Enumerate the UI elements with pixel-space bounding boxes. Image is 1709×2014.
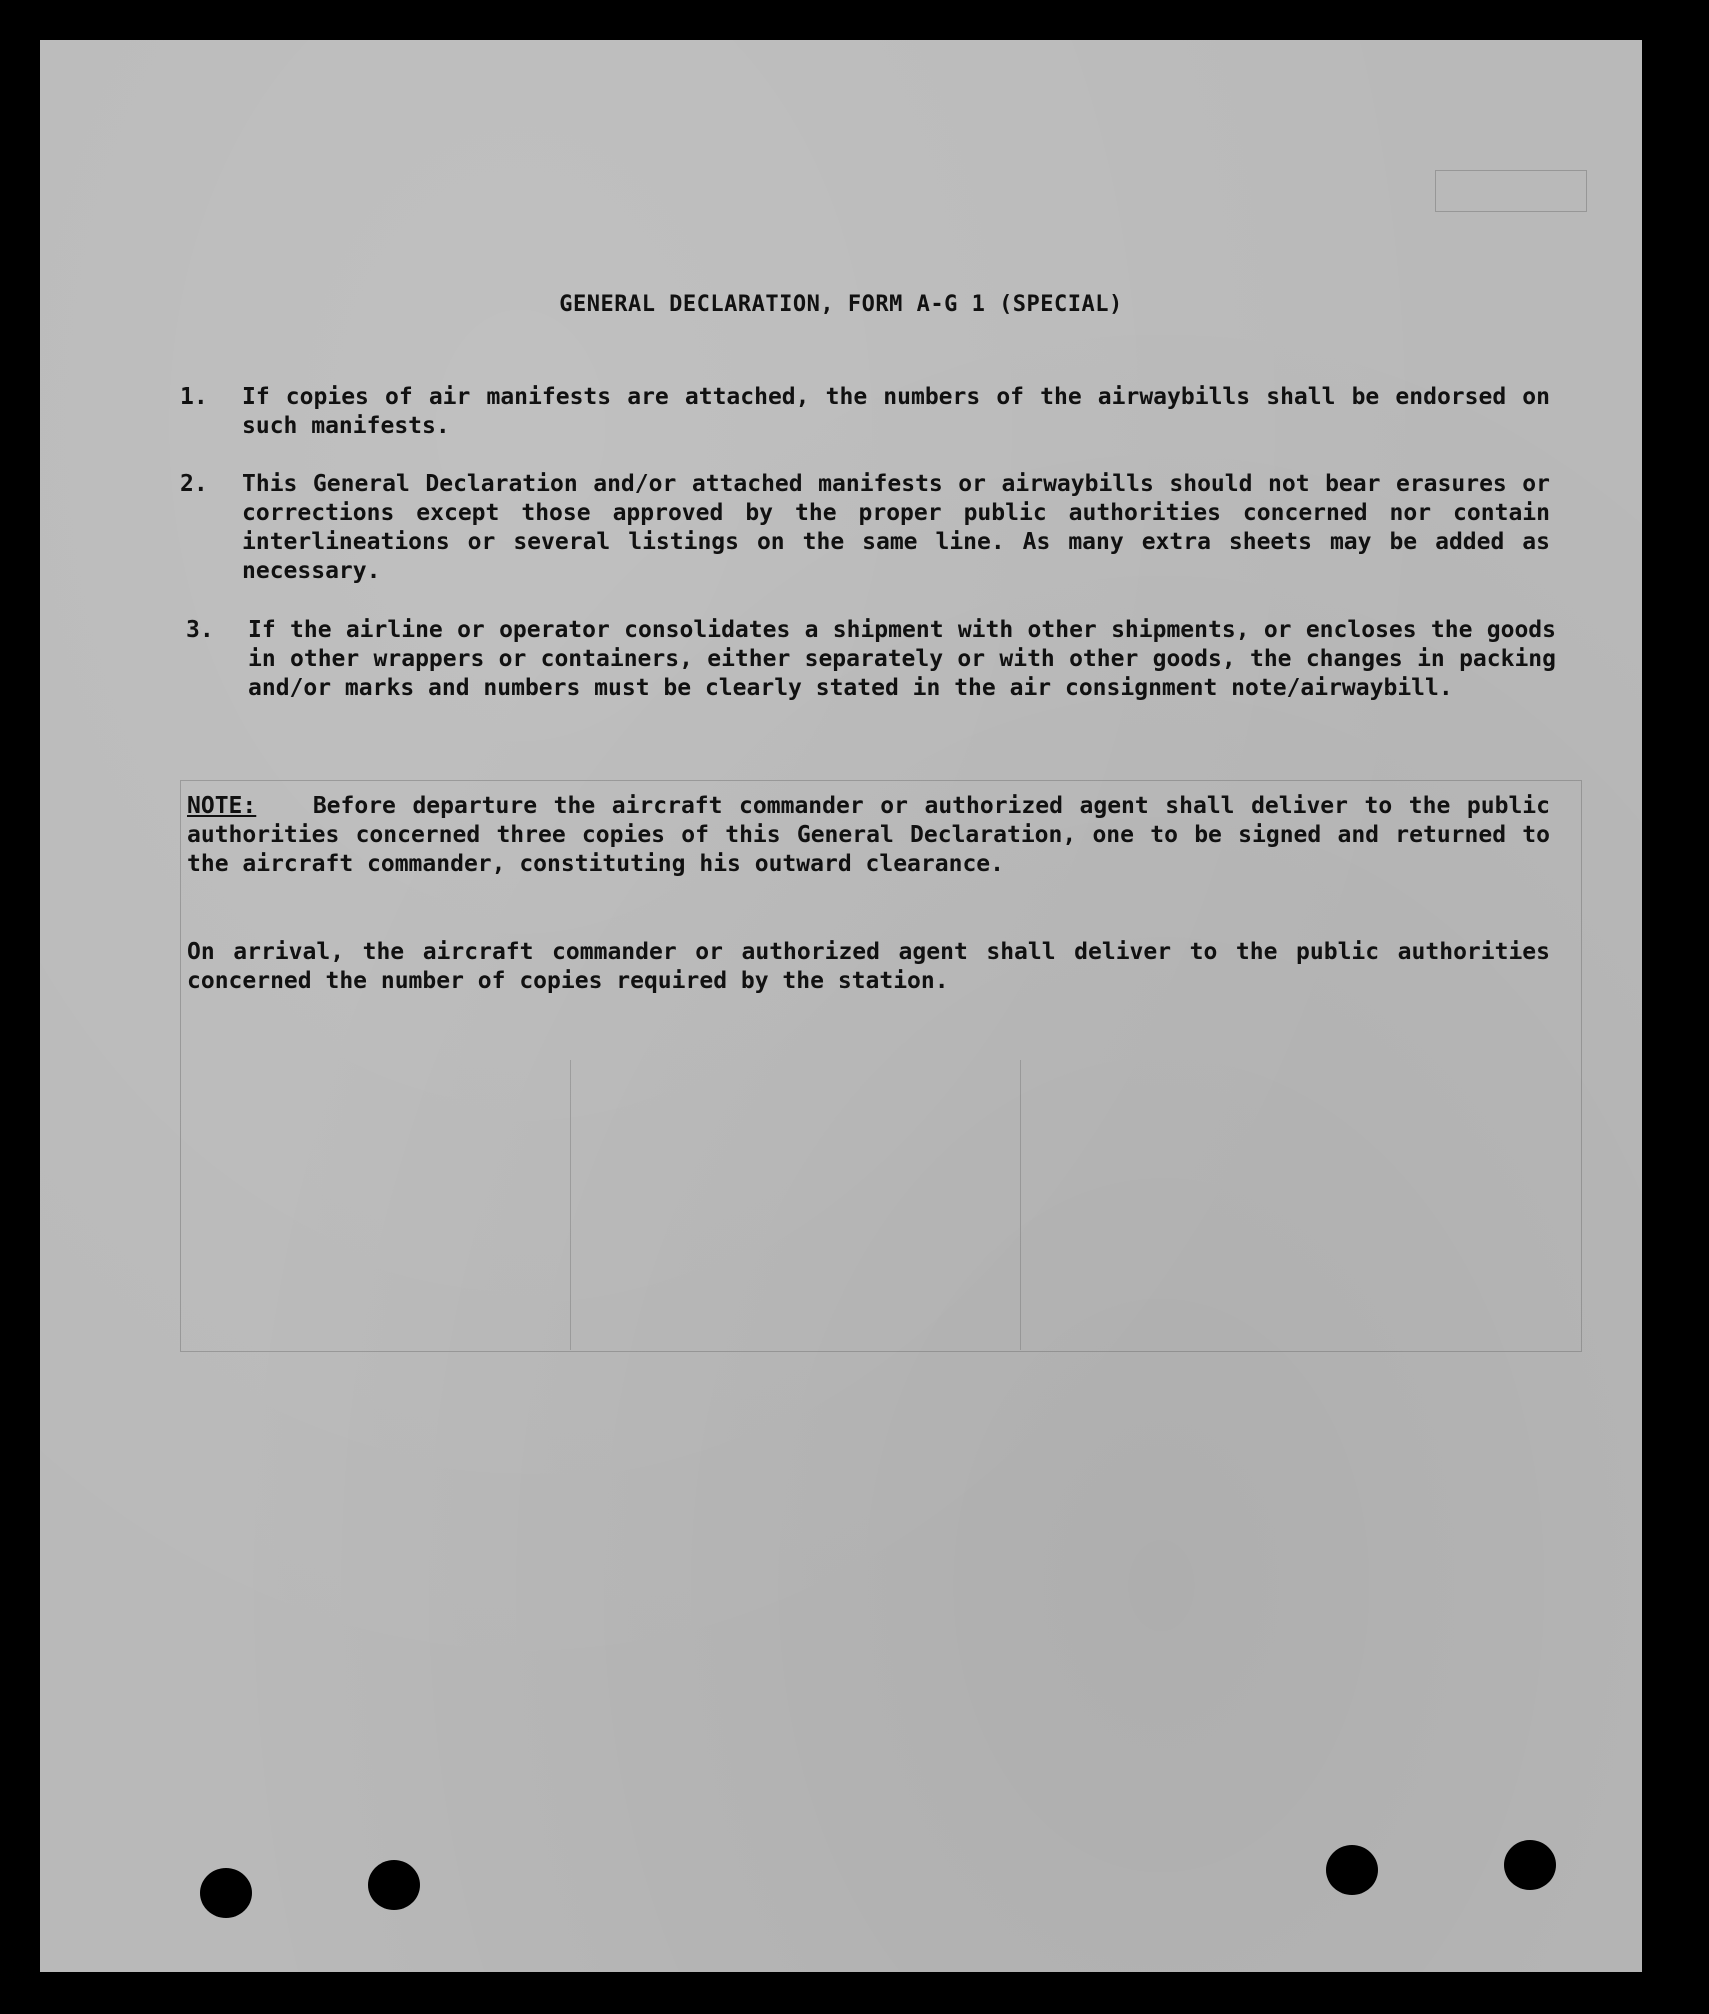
note-text: Before departure the aircraft commander or authorized agent shall deliver to the public authorities concerned three copies of this General Declaration, one to be signed and returned to the aircraft commander, constituting his outward clearance. [187,793,1550,877]
bleed-through-rule [1020,1060,1021,1350]
item-text: This General Declaration and/or attached manifests or airwaybills should not bear erasures or corrections except those approved by the proper public authorities concerned nor contain interlineations or several listings on the same line. As many extra sheets may be added as necessary. [242,471,1550,584]
item-text: If the airline or operator consolidates a shipment with other shipments, or encloses the goods in other wrappers or containers, either separately or with other goods, the changes in packing and/or marks and numbers must be clearly stated in the air consignment note/airwaybill. [248,617,1556,701]
punch-hole [1504,1840,1556,1890]
note-paragraph [187,792,1550,879]
punch-hole [200,1868,252,1918]
instruction-item-1 [180,383,1550,441]
punch-hole [368,1860,420,1910]
arrival-paragraph: On arrival, the aircraft commander or authorized agent shall deliver to the public authorities concerned the number of copies required by the station. [187,939,1550,994]
document-page [40,40,1642,1972]
note-label: NOTE: [187,793,257,819]
instruction-item-3 [186,616,1556,703]
item-number: 2. [180,471,208,497]
document-title: GENERAL DECLARATION, FORM A-G 1 (SPECIAL) [559,292,1123,317]
bleed-through-rule [570,1060,571,1350]
bleed-through-stamp [1435,170,1587,212]
item-number: 3. [186,617,214,643]
item-number: 1. [180,384,208,410]
instruction-item-2 [180,470,1550,586]
punch-hole [1326,1845,1378,1895]
item-text: If copies of air manifests are attached, the numbers of the airwaybills shall be endorsed on such manifests. [242,384,1550,439]
